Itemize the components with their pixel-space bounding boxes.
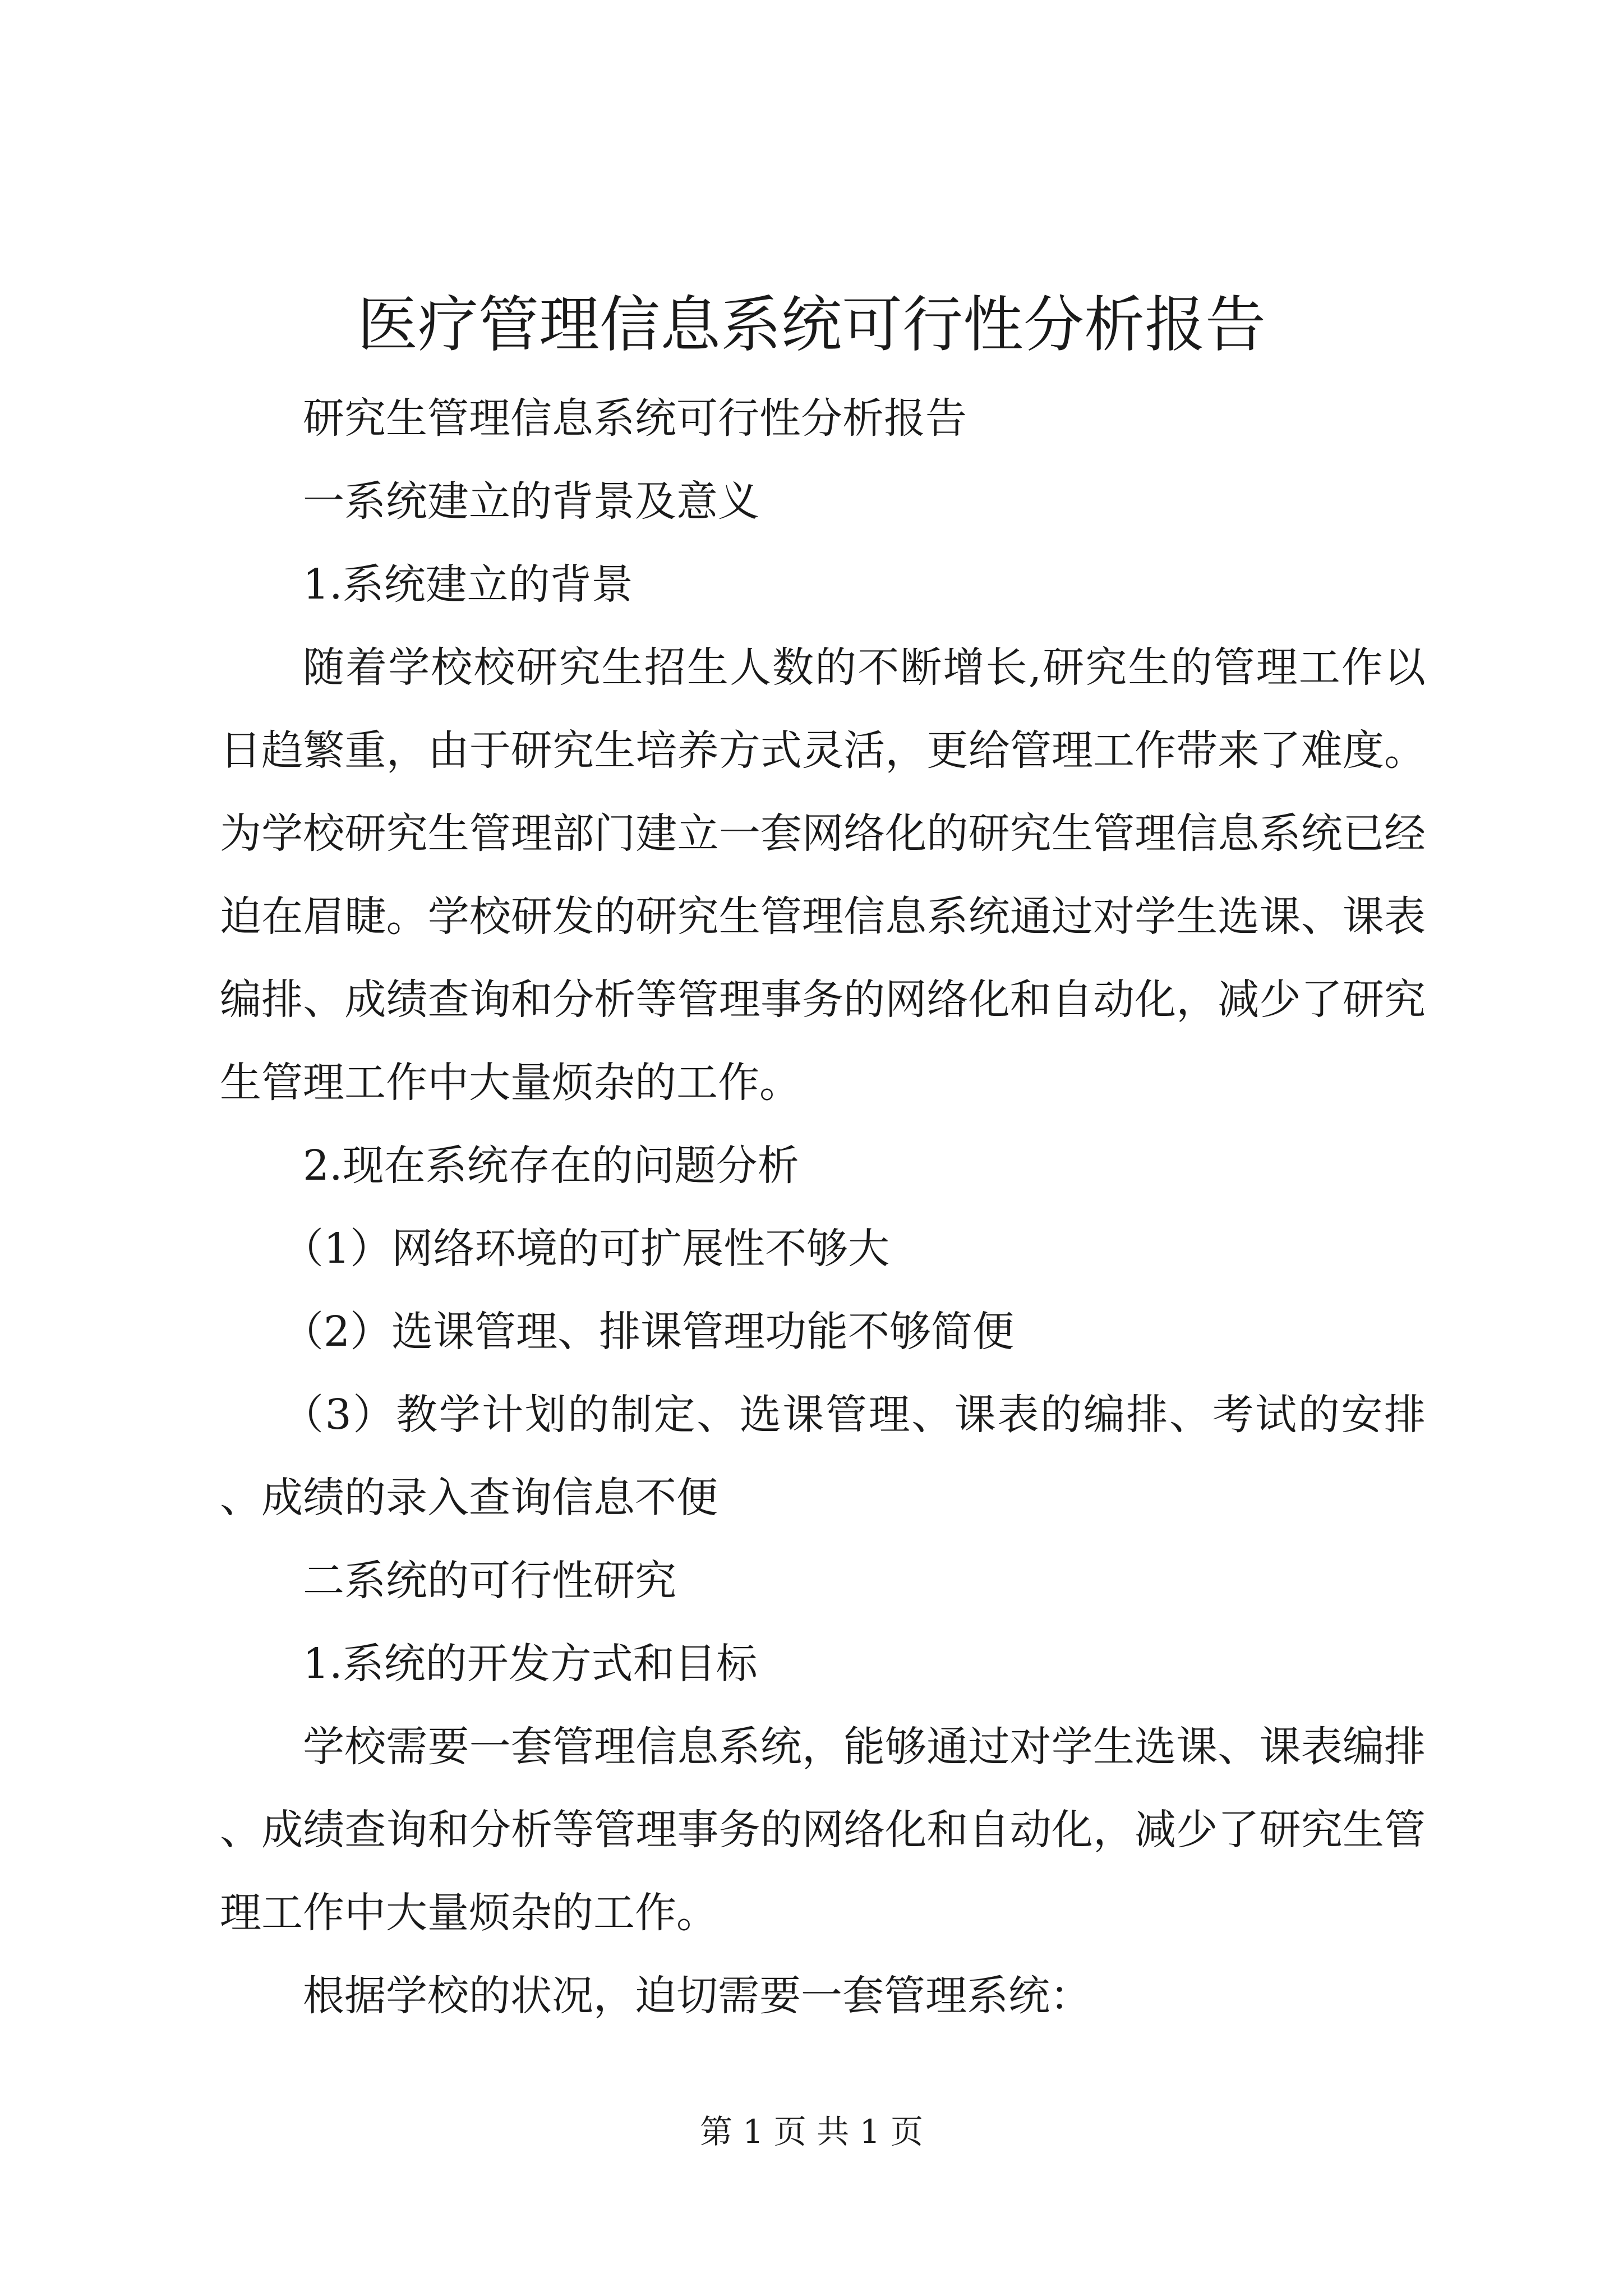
- body-paragraph-method: 学校需要一套管理信息系统，能够通过对学生选课、课表编排、成绩查询和分析等管理事务的网络化和自动化，减少了研究生管理工作中大量烦杂的工作。: [220, 1723, 1426, 1937]
- section-heading-feasibility: 二系统的可行性研究: [303, 1557, 676, 1605]
- problem-item-2: （2）选课管理、排课管理功能不够简便: [282, 1308, 1015, 1356]
- problem-item-1: （1）网络环境的可扩展性不够大: [282, 1225, 890, 1273]
- document-title: 医疗管理信息系统可行性分析报告: [357, 290, 1266, 360]
- subsection-heading-method: 1.系统的开发方式和目标: [303, 1640, 758, 1688]
- subtitle-paragraph: 研究生管理信息系统可行性分析报告: [303, 394, 967, 443]
- body-paragraph-need: 根据学校的状况，迫切需要一套管理系统：: [303, 1972, 1091, 2020]
- page-footer: 第 1 页 共 1 页: [700, 2113, 923, 2151]
- body-paragraph-background: 随着学校校研究生招生人数的不断增长,研究生的管理工作以日趋繁重，由于研究生培养方式灵活，更给管理工作带来了难度。为学校研究生管理部门建立一套网络化的研究生管理信息系统已经迫在眉睫。学校研发的研究生管理信息系统通过对学生选课、课表编排、成绩查询和分析等管理事务的网络化和自动化，减少了研究生管理工作中大量烦杂的工作。: [220, 643, 1426, 1107]
- section-heading-background: 一系统建立的背景及意义: [303, 477, 759, 526]
- subsection-heading-background: 1.系统建立的背景: [303, 560, 633, 609]
- subsection-heading-problems: 2.现在系统存在的问题分析: [303, 1142, 799, 1190]
- document-body: [220, 377, 1426, 2037]
- problem-item-3: （3）教学计划的制定、选课管理、课表的编排、考试的安排、成绩的录入查询信息不便: [220, 1391, 1426, 1522]
